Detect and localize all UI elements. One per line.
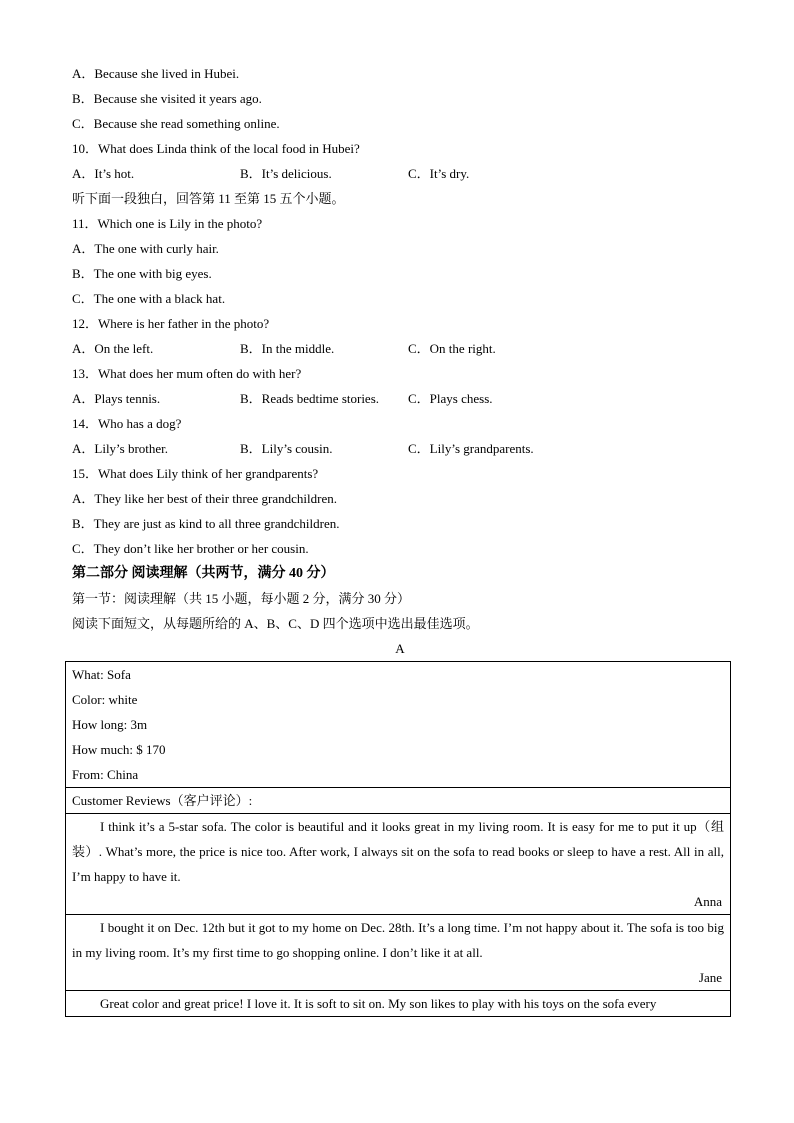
product-length: How long: 3m xyxy=(72,717,148,732)
q10-option-b: B．It’s delicious. xyxy=(240,166,332,181)
review-author: Anna xyxy=(693,894,722,909)
q10-options xyxy=(72,161,732,186)
review-text: Great color and great price! I love it. It is soft to sit on. My son likes to play with his toys on the sofa every xyxy=(100,996,657,1011)
q13-options xyxy=(72,386,732,411)
q13-option-c: C．Plays chess. xyxy=(408,391,493,406)
q12-option-b: B．In the middle. xyxy=(240,341,335,356)
q14-option-a: A．Lily’s brother. xyxy=(72,441,169,456)
q9-option-b: B．Because she visited it years ago. xyxy=(72,91,262,106)
review-text: I bought it on Dec. 12th but it got to my home on Dec. 28th. It’s a long time. I’m not happy about it. The sofa is too big in my living room. It’s my first time to go shopping online. I don’t like it at all. xyxy=(72,920,724,960)
q12-question: 12．Where is her father in the photo? xyxy=(72,316,270,331)
q10-option-a: A．It’s hot. xyxy=(72,166,135,181)
q12-option-c: C．On the right. xyxy=(408,341,496,356)
q13-question: 13．What does her mum often do with her? xyxy=(72,366,302,381)
q11-option-b: B．The one with big eyes. xyxy=(72,266,212,281)
product-what: What: Sofa xyxy=(72,667,131,682)
q10-option-c: C．It’s dry. xyxy=(408,166,470,181)
q9-option-a: A．Because she lived in Hubei. xyxy=(72,66,240,81)
q11-question: 11．Which one is Lily in the photo? xyxy=(72,216,263,231)
product-origin: From: China xyxy=(72,767,139,782)
product-review-table xyxy=(65,661,731,1017)
section1-title: 第一节：阅读理解（共 15 小题，每小题 2 分，满分 30 分） xyxy=(72,591,411,606)
q13-option-b: B．Reads bedtime stories. xyxy=(240,391,380,406)
q15-question: 15．What does Lily think of her grandparents? xyxy=(72,466,319,481)
review-text: I think it’s a 5-star sofa. The color is beautiful and it looks great in my living room. It is easy for me to put it up（组装）. What’s more, the price is nice too. After work, I always sit on the sofa to read books or sleep to have a rest. All in all, I’m happy to have it. xyxy=(72,819,724,884)
monologue-instruction: 听下面一段独白，回答第 11 至第 15 五个小题。 xyxy=(72,191,345,206)
q15-option-b: B．They are just as kind to all three grandchildren. xyxy=(72,516,340,531)
q12-options xyxy=(72,336,732,361)
q11-option-c: C．The one with a black hat. xyxy=(72,291,226,306)
passage-label: A xyxy=(395,641,405,656)
reviews-header: Customer Reviews（客户评论）: xyxy=(72,793,253,808)
q9-option-c: C．Because she read something online. xyxy=(72,116,280,131)
product-price: How much: $ 170 xyxy=(72,742,166,757)
product-color: Color: white xyxy=(72,692,138,707)
reading-instruction: 阅读下面短文，从每题所给的 A、B、C、D 四个选项中选出最佳选项。 xyxy=(72,616,479,631)
q15-option-c: C．They don’t like her brother or her cousin. xyxy=(72,541,309,556)
q14-question: 14．Who has a dog? xyxy=(72,416,182,431)
review-author: Jane xyxy=(698,970,722,985)
q14-option-b: B．Lily’s cousin. xyxy=(240,441,333,456)
reviews-header-cell xyxy=(66,788,730,814)
part2-title: 第二部分 阅读理解（共两节，满分 40 分） xyxy=(72,566,335,581)
q15-option-a: A．They like her best of their three grandchildren. xyxy=(72,491,337,506)
q10-question: 10．What does Linda think of the local food in Hubei? xyxy=(72,141,360,156)
q11-option-a: A．The one with curly hair. xyxy=(72,241,219,256)
q14-option-c: C．Lily’s grandparents. xyxy=(408,441,534,456)
review-anna xyxy=(66,814,730,915)
q13-option-a: A．Plays tennis. xyxy=(72,391,161,406)
review-jane xyxy=(66,915,730,991)
q12-option-a: A．On the left. xyxy=(72,341,154,356)
product-info-cell xyxy=(66,662,730,788)
q14-options xyxy=(72,436,732,461)
exam-page xyxy=(72,0,732,661)
review-third xyxy=(66,991,730,1016)
